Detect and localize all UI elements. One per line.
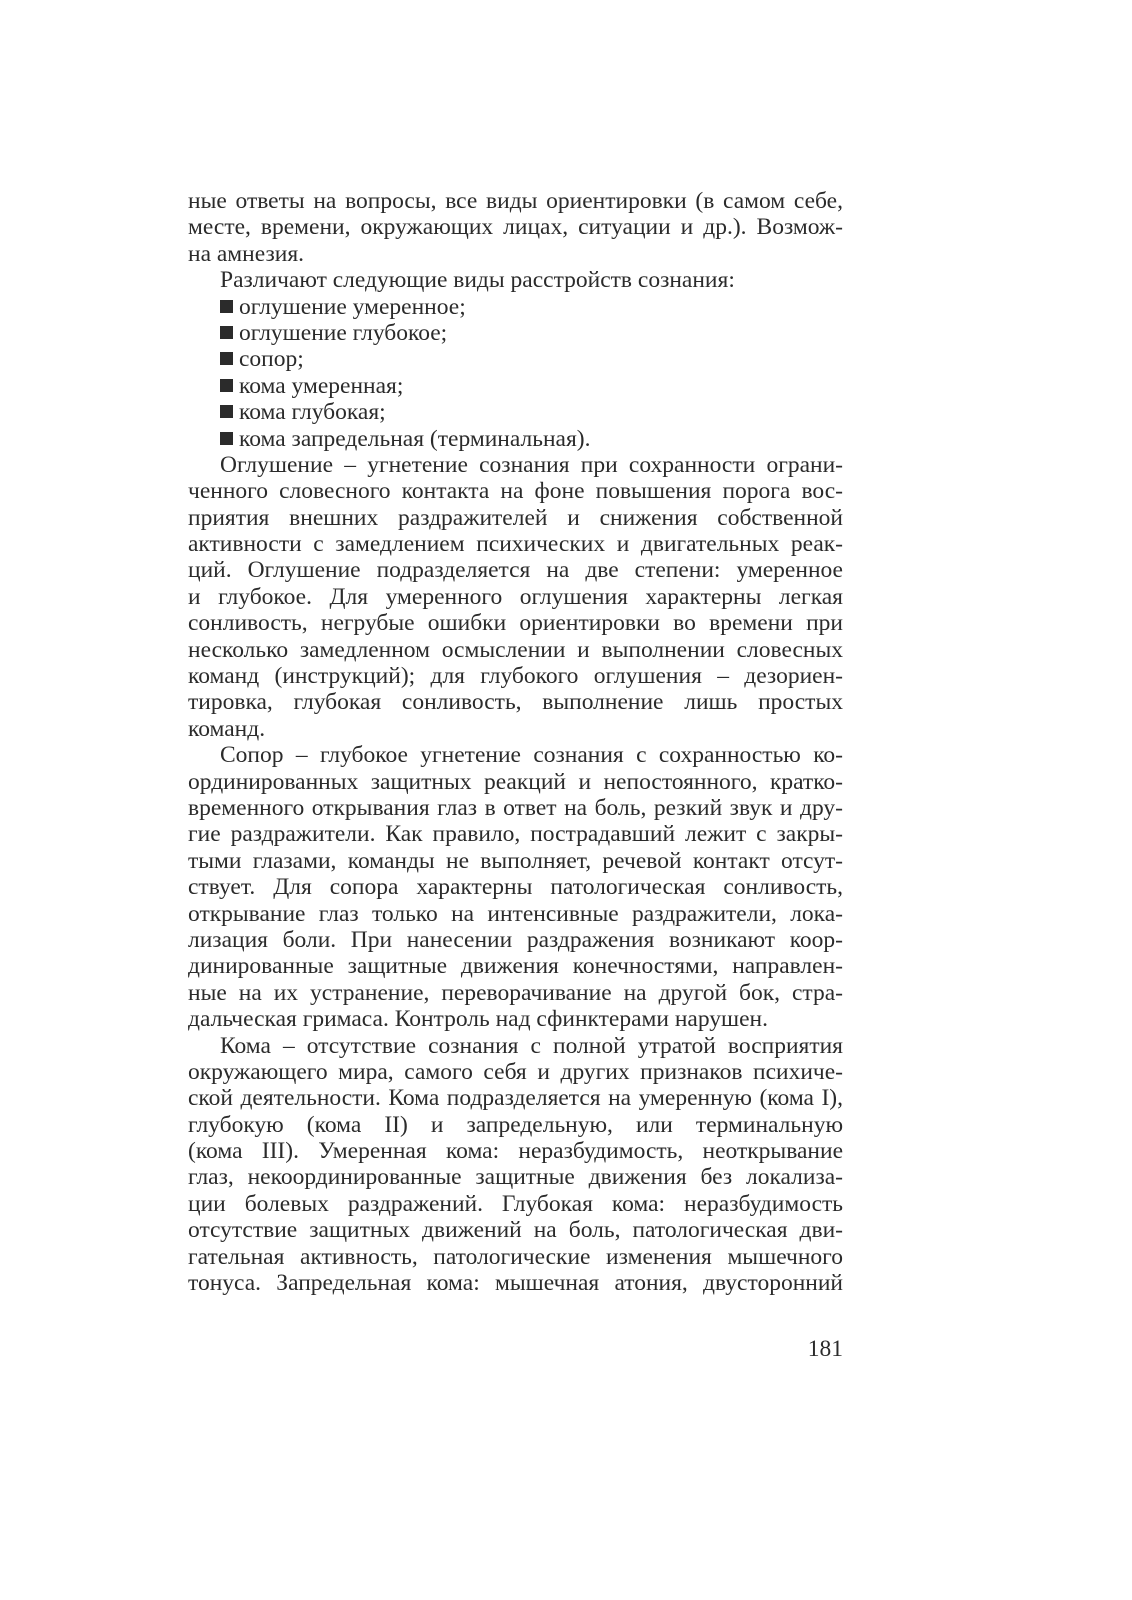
text-line: ций. Оглушение подразделяется на две степени: умеренное <box>188 557 843 584</box>
text-line: команд (инструкций); для глубокого оглушения – дезориен- <box>188 663 843 690</box>
text-line: команд. <box>188 715 266 742</box>
list-item-text: оглушение глубокое; <box>239 319 448 346</box>
text-line: лизация боли. При нанесении раздражения возникают коор- <box>188 926 843 953</box>
text-line: и глубокое. Для умеренного оглушения характерны легкая <box>188 583 843 610</box>
text-line: ординированных защитных реакций и непостоянного, кратко- <box>188 768 843 795</box>
list-intro: Различают следующие виды расстройств сознания: <box>220 267 735 294</box>
square-bullet-icon <box>220 432 233 445</box>
list-item <box>188 320 843 346</box>
text-line: (кома III). Умеренная кома: неразбудимость, неоткрывание <box>188 1138 843 1165</box>
list-item <box>188 399 843 425</box>
list-item <box>188 373 843 399</box>
text-line: окружающего мира, самого себя и других признаков психиче- <box>188 1058 843 1085</box>
square-bullet-icon <box>220 352 233 365</box>
text-line: тировка, глубокая сонливость, выполнение лишь простых <box>188 689 843 716</box>
list-item-text: сопор; <box>239 346 304 373</box>
text-line: открывание глаз только на интенсивные раздражители, лока- <box>188 900 843 927</box>
text-line: месте, времени, окружающих лицах, ситуации и др.). Возмож- <box>188 214 843 241</box>
text-line: Кома – отсутствие сознания с полной утратой восприятия <box>220 1032 843 1059</box>
text-line: ской деятельности. Кома подразделяется на умеренную (кома I), <box>188 1085 843 1112</box>
text-line: Сопор – глубокое угнетение сознания с сохранностью ко- <box>220 742 843 769</box>
text-line: отсутствие защитных движений на боль, патологическая дви- <box>188 1217 843 1244</box>
text-line: несколько замедленном осмыслении и выполнении словесных <box>188 636 843 663</box>
square-bullet-icon <box>220 326 233 339</box>
text-line: гательная активность, патологические изменения мышечного <box>188 1243 843 1270</box>
list-item <box>188 294 843 320</box>
text-line: динированные защитные движения конечностями, направлен- <box>188 953 843 980</box>
list-item-text: кома запредельная (терминальная). <box>239 425 591 452</box>
square-bullet-icon <box>220 300 233 313</box>
square-bullet-icon <box>220 405 233 418</box>
text-line: Оглушение – угнетение сознания при сохранности ограни- <box>220 451 843 478</box>
text-line: ные ответы на вопросы, все виды ориентировки (в самом себе, <box>188 188 843 214</box>
text-line: дальческая гримаса. Контроль над сфинктерами нарушен. <box>188 1006 769 1033</box>
text-line: тонуса. Запредельная кома: мышечная атония, двусторонний <box>188 1270 843 1297</box>
text-line: ции болевых раздражений. Глубокая кома: неразбудимость <box>188 1190 843 1217</box>
list-item-text: кома глубокая; <box>239 399 386 426</box>
text-line: приятия внешних раздражителей и снижения собственной <box>188 504 843 531</box>
list-item <box>188 426 843 452</box>
text-line: на амнезия. <box>188 240 305 267</box>
text-line: ствует. Для сопора характерны патологическая сонливость, <box>188 874 843 901</box>
text-line: временного открывания глаз в ответ на боль, резкий звук и дру- <box>188 794 843 821</box>
text-line: тыми глазами, команды не выполняет, речевой контакт отсут- <box>188 847 843 874</box>
text-line: активности с замедлением психических и двигательных реак- <box>188 531 843 558</box>
list-item <box>188 346 843 372</box>
text-line: гие раздражители. Как правило, пострадавший лежит с закры- <box>188 821 843 848</box>
text-line: глаз, некоординированные защитные движения без локализа- <box>188 1164 843 1191</box>
text-line: сонливость, негрубые ошибки ориентировки во времени при <box>188 610 843 637</box>
body-text <box>188 188 843 1296</box>
list-item-text: оглушение умеренное; <box>239 293 466 320</box>
square-bullet-icon <box>220 379 233 392</box>
text-line: ные на их устранение, переворачивание на другой бок, стра- <box>188 979 843 1006</box>
page-number: 181 <box>807 1336 843 1362</box>
text-line: глубокую (кома II) и запредельную, или терминальную <box>188 1111 843 1138</box>
list-item-text: кома умеренная; <box>239 372 404 399</box>
text-line: ченного словесного контакта на фоне повышения порога вос- <box>188 478 843 505</box>
